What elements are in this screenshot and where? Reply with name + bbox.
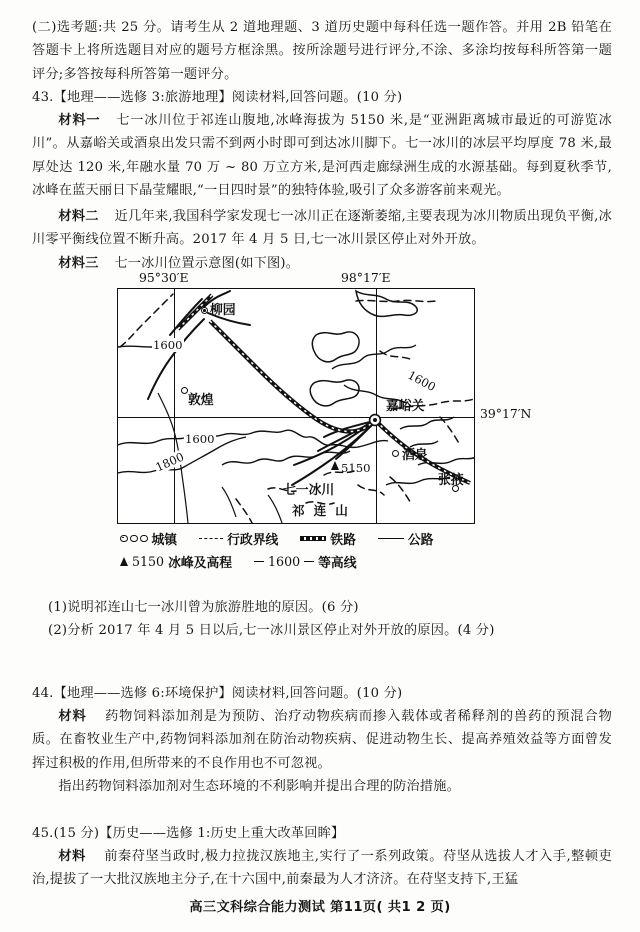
peak-elevation-label: 5150 [341, 461, 371, 475]
q44-material-label: 材料 [58, 709, 87, 724]
terrain-outlines-ne [310, 291, 417, 406]
q43-question-2: (2)分析 2017 年 4 月 5 日以后,七一冰川景区停止对外开放的原因。(4 分) [48, 623, 495, 638]
railway-line-icon [300, 536, 326, 541]
map-longitude-label-right: 98°17′E [341, 270, 391, 285]
city-marker-jiuquan [392, 450, 399, 457]
legend-item-peak [120, 552, 232, 571]
material-1-label: 材料一 [58, 113, 101, 128]
q43-material-2 [32, 205, 612, 252]
city-marker-dunhuang [181, 387, 188, 394]
legend-row-2 [120, 550, 540, 573]
city-label-zhangye: 张掖 [438, 473, 464, 488]
city-label-liuyuan: 柳园 [210, 303, 236, 318]
mountain-range-label: 祁连山 [292, 503, 357, 518]
town-icon [120, 535, 148, 543]
material-2-text: 近几年来,我国科学家发现七一冰川正在逐渐萎缩,主要表现为冰川物质出现负平衡,冰川零平衡线位置不断升高。2017 年 4 月 5 日,七一冰川景区停止对外开放。 [32, 209, 613, 248]
legend-label-peak: 冰峰及高程 [168, 556, 233, 571]
city-label-dunhuang: 敦煌 [188, 393, 214, 408]
glacier-name-label: 七一冰川 [283, 483, 335, 498]
q45-material [32, 845, 612, 892]
legend-peak-value: 5150 [132, 554, 165, 569]
map-longitude-label-left: 95°30′E [139, 270, 189, 285]
legend-item-highway [378, 529, 434, 548]
map-legend [120, 527, 540, 573]
material-1-text: 七一冰川位于祁连山腹地,冰峰海拔为 5150 米,是“亚洲距离城市最近的可游览冰川”。从嘉峪关或酒泉出发只需不到两小时即可到达冰川脚下。七一冰川的冰层平均厚度 78 米,最厚处达 120 米,年融水量 70 万 ~ 80 万立方米,是河西走廊绿洲生成的水源基础。每到夏秋季节,冰峰在蓝天丽日下晶莹耀眼,“一日四时景”的独特体验,吸引了众多游客前来观光。 [32, 113, 612, 199]
question-45-stem: 45.(15 分)【历史——选修 1:历史上重大改革回眸】 [32, 826, 345, 841]
material-2-label: 材料二 [58, 209, 99, 224]
q45-material-label: 材料 [58, 849, 86, 864]
road-line-icon [378, 538, 404, 539]
legend-label-railway: 铁路 [330, 533, 356, 548]
city-label-jiayuguan: 嘉峪关 [386, 399, 425, 414]
dashed-line-icon [199, 538, 223, 539]
map-latitude-label: 39°17′N [480, 406, 532, 421]
material-3-text: 七一冰川位置示意图(如下图)。 [114, 256, 300, 271]
city-label-jiuquan: 酒泉 [402, 448, 428, 463]
q45-material-text: 前秦苻坚当政时,极力拉拢汉族地主,实行了一系列政策。苻坚从选拔人才入手,整顿吏治,提拔了一大批汉族地主分子,在十六国中,前秦最为人才济济。在苻坚支持下,王猛 [32, 849, 612, 888]
legend-item-contour [254, 552, 356, 571]
legend-row-1 [120, 527, 540, 550]
legend-item-admin-boundary [199, 529, 278, 548]
question-44-stem: 44.【地理——选修 6:环境保护】阅读材料,回答问题。(10 分) [32, 686, 403, 701]
glacier-location-map [117, 270, 532, 524]
contour-line-icon-right [304, 561, 314, 562]
contour-label-1600-west: 1600 [153, 338, 183, 352]
section-instruction-paragraph: (二)选考题:共 25 分。请考生从 2 道地理题、3 道历史题中每科任选一题作答。并用 2B 铅笔在答题卡上将所选题目对应的题号方框涂黑。按所涂题号进行评分,不涂、多涂均按每科所答第一题评分;多答按每科所答第一题评分。 [32, 20, 612, 82]
legend-label-highway: 公路 [407, 533, 434, 548]
legend-label-contour: 等高线 [318, 556, 357, 571]
legend-item-railway [300, 529, 356, 548]
legend-contour-value: 1600 [268, 554, 301, 569]
contour-line-icon-left [254, 561, 264, 562]
q43-material-1 [32, 109, 612, 203]
q43-material-3 [32, 252, 612, 275]
question-43-stem: 43.【地理——选修 3:旅游地理】阅读材料,回答问题。(10 分) [32, 90, 403, 105]
glacier-peak-icon [331, 461, 339, 470]
jiayuguan-junction-symbol [370, 415, 381, 426]
q44-material [32, 705, 612, 775]
material-3-label: 材料三 [58, 256, 99, 271]
peak-triangle-icon [120, 557, 128, 566]
legend-item-towns [120, 529, 177, 548]
q44-question: 指出药物饲料添加剂对生态环境的不利影响并提出合理的防治措施。 [58, 779, 461, 794]
page-footer: 高三文科综合能力测试 第11页( 共1 2 页) [189, 900, 451, 915]
contour-label-1600-east: 1600 [405, 367, 439, 395]
city-marker-liuyuan [201, 307, 208, 314]
q43-question-1: (1)说明祁连山七一冰川曾为旅游胜地的原因。(6 分) [48, 600, 359, 615]
contour-label-1800: 1800 [153, 449, 187, 475]
legend-label-admin-boundary: 行政界线 [227, 533, 279, 548]
contour-label-1600-center: 1600 [185, 432, 215, 446]
map-frame [117, 288, 475, 524]
q44-material-text: 药物饲料添加剂是为预防、治疗动物疾病而掺入载体或者稀释剂的兽药的预混合物质。在畜牧业生产中,药物饲料添加剂在防治动物疾病、促进动物生长、提高养殖效益等方面曾发挥过积极的作用,但所带来的不良作用也不可忽视。 [32, 709, 612, 771]
legend-label-towns: 城镇 [151, 533, 178, 548]
